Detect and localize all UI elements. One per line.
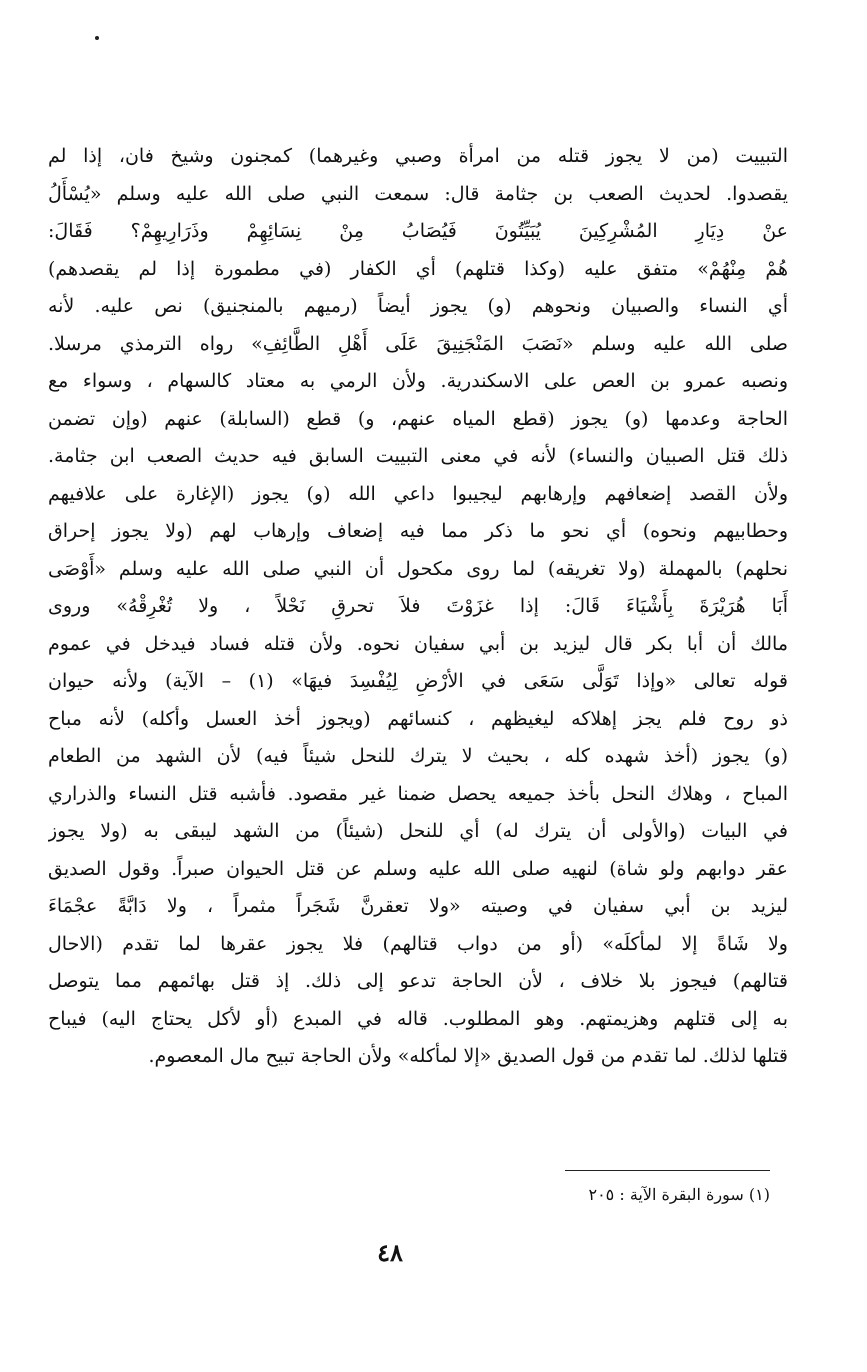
text-line: ولا شَاةً إلا لمأكلَه» (أو من دواب قتالهم) فلا يجوز عقرها لما تقدم (الاحال <box>48 932 788 955</box>
text-line: عقر دوابهم ولو شاة) لنهيه صلى الله عليه وسلم عن قتل الحيوان صبراً. وقول الصديق <box>48 857 788 880</box>
text-line: ليزيد بن أبي سفيان في وصيته «ولا تعقرنَّ شَجَراً مثمراً ، ولا دَابَّةً عجْمَاءَ <box>48 895 788 917</box>
text-line: يقصدوا. لحديث الصعب بن جثامة قال: سمعت النبي صلى الله عليه وسلم «يُسْأَلُ <box>48 182 788 205</box>
text-line: هُمْ مِنْهُمْ» متفق عليه (وكذا قتلهم) أي الكفار (في مطمورة إذا لم يقصدهم) <box>48 257 788 280</box>
text-line: (و) يجوز (أخذ شهده كله ، بحيث لا يترك للنحل شيئاً فيه) لأن الشهد من الطعام <box>48 745 788 767</box>
text-line: أَبَا هُرَيْرَةَ بِأَشْيَاءَ قَالَ: إذا غزَوْتَ فلاَ تحرقِ نَحْلاً ، ولا تُغْرِقْهُ» وروى <box>48 595 788 617</box>
text-line: الحاجة وعدمها (و) يجوز (قطع المياه عنهم، و) قطع (السابلة) عنهم (وإن تضمن <box>48 407 788 430</box>
text-line: قتالهم) فيجوز بلا خلاف ، لأن الحاجة تدعو إلى ذلك. إذ قتل بهائمهم مما يتوصل <box>48 970 788 992</box>
text-line: مالك أن أبا بكر قال ليزيد بن أبي سفيان نحوه. ولأن قتله فساد فيدخل في عموم <box>48 632 788 655</box>
text-line: ذو روح فلم يجز إهلاكه ليغيظهم ، كنسائهم (ويجوز أخذ العسل وأكله) لأنه مباح <box>48 707 788 730</box>
text-line: ونصبه عمرو بن العص على الاسكندرية. ولأن الرمي به معتاد كالسهام ، وسواء مع <box>48 370 788 392</box>
text-line: عنْ دِيَارِ المُشْرِكِينَ يُبَيِّتُونَ فَيُصَابُ مِنْ نِسَائِهِمْ وذَرَارِيهِمْ؟ فَقَالَ: <box>48 220 788 242</box>
text-line: أي النساء والصبيان ونحوهم (و) يجوز أيضاً (رميهم بالمنجنيق) نص عليه. لأنه <box>48 295 788 317</box>
text-line: ولأن القصد إضعافهم وإرهابهم ليجيبوا داعي الله (و) يجوز (الإغارة على علافيهم <box>48 482 788 505</box>
text-line: التبييت (من لا يجوز قتله من امرأة وصبي وغيرهما) كمجنون وشيخ فان، إذا لم <box>48 145 788 167</box>
text-line: به إلى قتلهم وهزيمتهم. وهو المطلوب. قاله في المبدع (أو لأكل يحتاج اليه) فيباح <box>48 1007 788 1030</box>
text-line: المباح ، وهلاك النحل بأخذ جميعه يحصل ضمنا غير مقصود. فأشبه قتل النساء والذراري <box>48 782 788 805</box>
footnote-divider <box>565 1170 770 1171</box>
main-text <box>48 138 788 1076</box>
text-line: وحطابيهم ونحوه) أي نحو ما ذكر مما فيه إضعاف وإرهاب لهم (ولا يجوز إحراق <box>48 520 788 542</box>
text-line: نحلهم) بالمهملة (ولا تغريقه) لما روى مكحول أن النبي صلى الله عليه وسلم «أَوْصَى <box>48 557 788 580</box>
page-number: ٤٨ <box>377 1238 403 1267</box>
footnote: (١) سورة البقرة الآية : ٢٠٥ <box>588 1185 770 1204</box>
text-line: في البيات (والأولى أن يترك له) أي للنحل (شيئاً) من الشهد ليبقى به (ولا يجوز <box>48 820 788 842</box>
text-line: قتلها لذلك. لما تقدم من قول الصديق «إلا لمأكله» ولأن الحاجة تبيح مال المعصوم. <box>148 1045 788 1067</box>
text-line: صلى الله عليه وسلم «نَصَبَ المَنْجَنِيقَ عَلَى أَهْلِ الطَّائِفِ» رواه الترمذي مرسلا. <box>48 332 788 355</box>
speck-mark <box>95 36 99 40</box>
text-line: قوله تعالى «وإذا تَوَلَّى سَعَى في الأرْضِ لِيُفْسِدَ فيهَا» (١) – الآية) ولأنه حيوان <box>48 670 788 692</box>
text-line: ذلك قتل الصبيان والنساء) لأنه في معنى التبييت السابق فيه حديث الصعب ابن جثامة. <box>48 445 788 467</box>
